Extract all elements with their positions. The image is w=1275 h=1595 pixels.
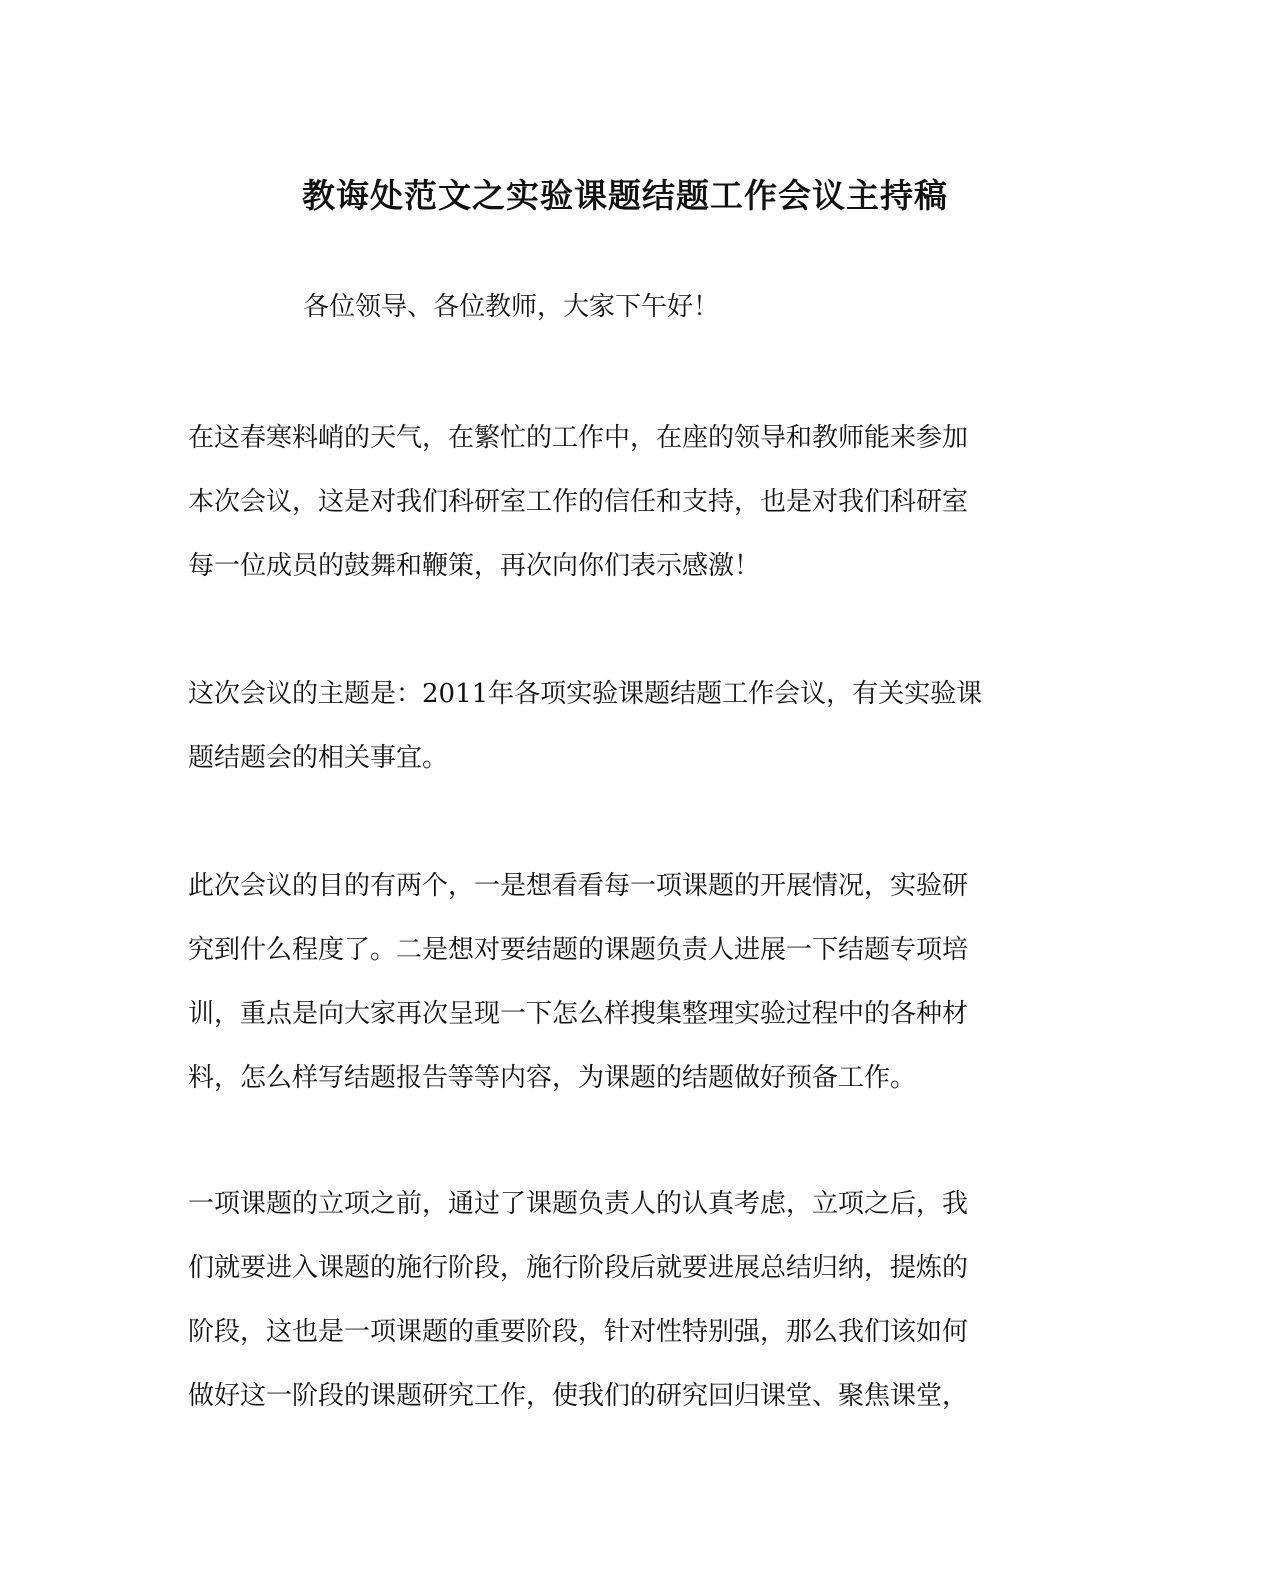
paragraph-line: 做好这一阶段的课题研究工作，使我们的研究回归课堂、聚焦课堂， [188, 1381, 969, 1411]
document-title: 教诲处范文之实验课题结题工作会议主持稿 [302, 176, 948, 215]
paragraph-4 [188, 1172, 1058, 1428]
paragraph-line: 本次会议，这是对我们科研室工作的信任和支持，也是对我们科研室 [188, 487, 969, 517]
paragraph-line: 一项课题的立项之前，通过了课题负责人的认真考虑，立项之后，我 [188, 1189, 969, 1219]
paragraph-1 [188, 406, 1058, 598]
paragraph-line: 训，重点是向大家再次呈现一下怎么样搜集整理实验过程中的各种材 [188, 999, 969, 1029]
paragraph-line: 这次会议的主题是：2011年各项实验课题结题工作会议，有关实验课 [188, 679, 983, 709]
greeting-line: 各位领导、各位教师，大家下午好！ [303, 292, 720, 322]
paragraph-line: 阶段，这也是一项课题的重要阶段，针对性特别强，那么我们该如何 [188, 1317, 969, 1347]
paragraph-line: 在这春寒料峭的天气，在繁忙的工作中，在座的领导和教师能来参加 [188, 423, 969, 453]
paragraph-line: 每一位成员的鼓舞和鞭策，再次向你们表示感激！ [188, 551, 761, 581]
paragraph-line: 此次会议的目的有两个，一是想看看每一项课题的开展情况，实验研 [188, 871, 969, 901]
paragraph-line: 题结题会的相关事宜。 [188, 743, 449, 773]
paragraph-line: 们就要进入课题的施行阶段，施行阶段后就要进展总结归纳，提炼的 [188, 1253, 969, 1283]
paragraph-3 [188, 854, 1058, 1110]
paragraph-2 [188, 662, 1058, 790]
paragraph-line: 究到什么程度了。二是想对要结题的课题负责人进展一下结题专项培 [188, 935, 969, 965]
paragraph-line: 料，怎么样写结题报告等等内容，为课题的结题做好预备工作。 [188, 1063, 917, 1093]
